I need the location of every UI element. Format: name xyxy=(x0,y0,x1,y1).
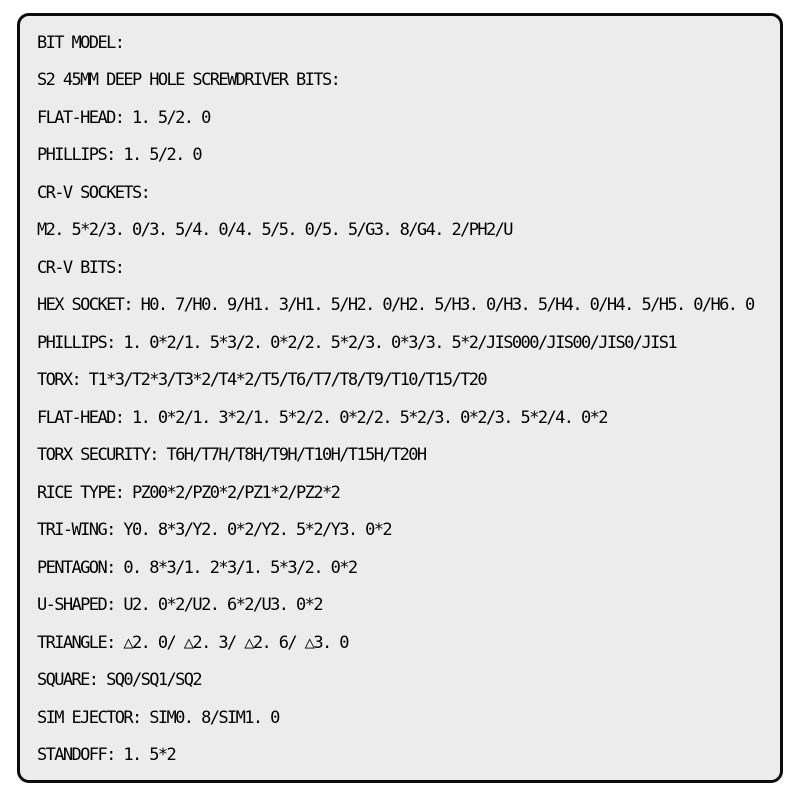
spec-line-torx-security: TORX SECURITY: T6H/T7H/T8H/T9H/T10H/T15H/T20H xyxy=(37,445,426,466)
spec-line-standoff: STANDOFF: 1. 5*2 xyxy=(37,745,176,766)
spec-line-bit-model-heading: BIT MODEL: xyxy=(37,32,124,53)
spec-line-torx: TORX: T1*3/T2*3/T3*2/T4*2/T5/T6/T7/T8/T9/T10/T15/T20 xyxy=(37,370,487,391)
spec-line-phillips-bits: PHILLIPS: 1. 0*2/1. 5*3/2. 0*2/2. 5*2/3. 0*3/3. 5*2/JIS000/JIS00/JIS0/JIS1 xyxy=(37,332,676,353)
spec-line-hex-socket: HEX SOCKET: H0. 7/H0. 9/H1. 3/H1. 5/H2. 0/H2. 5/H3. 0/H3. 5/H4. 0/H4. 5/H5. 0/H6. 0 xyxy=(37,295,754,316)
spec-line-flat-head-45mm: FLAT-HEAD: 1. 5/2. 0 xyxy=(37,107,210,128)
spec-line-tri-wing: TRI-WING: Y0. 8*3/Y2. 0*2/Y2. 5*2/Y3. 0*2 xyxy=(37,520,392,541)
spec-line-rice-type: RICE TYPE: PZ00*2/PZ0*2/PZ1*2/PZ2*2 xyxy=(37,482,340,503)
spec-line-pentagon: PENTAGON: 0. 8*3/1. 2*3/1. 5*3/2. 0*2 xyxy=(37,557,357,578)
spec-line-sim-ejector: SIM EJECTOR: SIM0. 8/SIM1. 0 xyxy=(37,707,279,728)
spec-panel xyxy=(17,13,783,783)
spec-line-flat-head-bits: FLAT-HEAD: 1. 0*2/1. 3*2/1. 5*2/2. 0*2/2. 5*2/3. 0*2/3. 5*2/4. 0*2 xyxy=(37,407,607,428)
spec-line-series-title: S2 45MM DEEP HOLE SCREWDRIVER BITS: xyxy=(37,70,340,91)
spec-line-u-shaped: U-SHAPED: U2. 0*2/U2. 6*2/U3. 0*2 xyxy=(37,595,322,616)
spec-line-crv-bits-heading: CR-V BITS: xyxy=(37,257,124,278)
spec-line-phillips-45mm: PHILLIPS: 1. 5/2. 0 xyxy=(37,145,202,166)
spec-line-crv-sockets-heading: CR-V SOCKETS: xyxy=(37,182,150,203)
spec-line-square: SQUARE: SQ0/SQ1/SQ2 xyxy=(37,670,202,691)
spec-line-triangle: TRIANGLE: △2. 0/ △2. 3/ △2. 6/ △3. 0 xyxy=(37,632,348,653)
spec-line-crv-sockets-values: M2. 5*2/3. 0/3. 5/4. 0/4. 5/5. 0/5. 5/G3. 8/G4. 2/PH2/U xyxy=(37,220,512,241)
